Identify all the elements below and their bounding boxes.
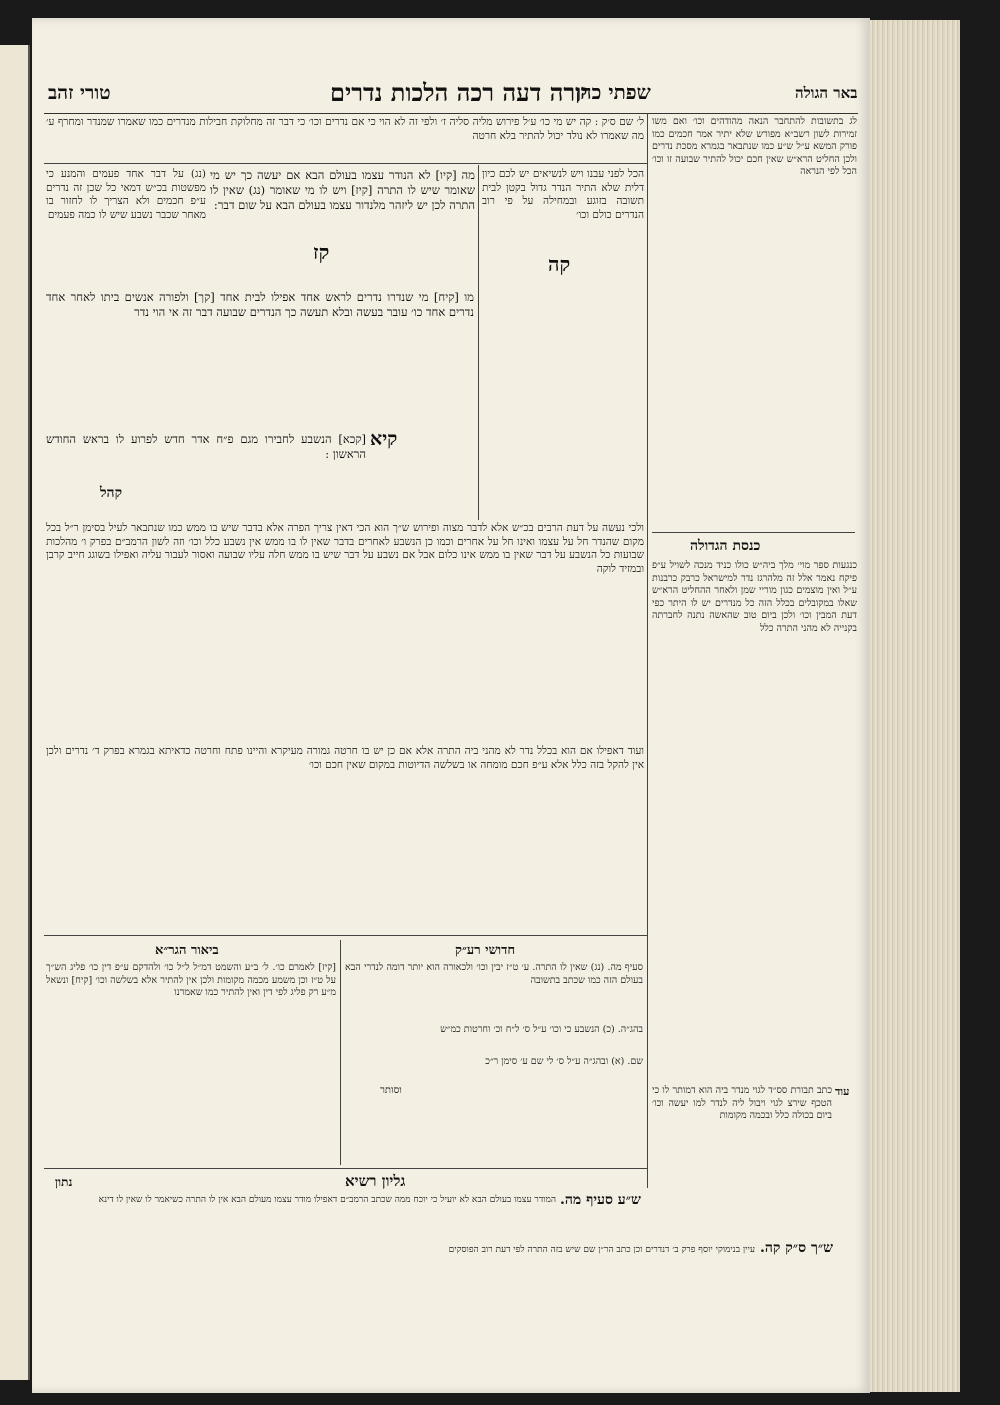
side-column-divider [647, 113, 648, 1188]
knesset-rule [652, 532, 855, 533]
rae-note-2: בהג״ה. (כ) הנשבע כי וכו׳ ע״ל ס׳ ל״ח וכ׳ וחרטות כמ״ש [440, 1024, 643, 1035]
header-taz: טורי זהב [48, 82, 111, 104]
gilyon-title: גליון רשיא [345, 1172, 406, 1190]
rabbi-akiva-eiger-title: חדושי רע״ק [455, 943, 516, 958]
shulchan-aruch-seif-47: [קכא] הנשבע לחבירו מגם פ״ח אדר חדש לפרוע לו בראש החודש הראשון : [46, 432, 366, 461]
knesset-hagedolah-body: כנגעות ספר מוי׳ מלך ביה״ש כולו כניד מנכה לשויל ע״פ פיקח נאמר אלל זה מלהרגז נדר למישראל כרבק כרבנות ע״ל ואין מוצמים כגון מוריי שמן ולאחר ההחליט הרא״ש שאלו במקובלים בכלל הזה כל מנדרים יש לו היתר כפי דעת המבין וכו׳ ולכן ביום טוב שהאשה נתנה לחברתה בקנייה לא מהני התרה כלל [652, 560, 857, 634]
gilyon-text-2: עיין בנימוקי יוסף פרק ב׳ דנדרים וכן כתב הר״ן שם שיש בזה התרה לפי דעת רוב הפוסקים [448, 1245, 755, 1255]
knesset-hagedolah-title: כנסת הגדולה [690, 538, 761, 554]
shulchan-aruch-seif-46: מו [קיח] מי שנדרו נדרים לראש אחד אפילו לבית אחד [קך] ולפורה אנשים ביתו לאחר אחד נדרים אחד כו׳ עובר בעשה ובלא תעשה כך הנדרים שבועה דבר זה אי הוי נדר [46, 290, 474, 319]
header-shach: שפתי כהן [575, 80, 651, 104]
gilyon-text-1: המודר עצמו בעולם הבא לא יועיל כי יוכח ממה שכתב הרמב״ם דאפילו מודר עצמו מעולם הבא אין לו התרה כשיאמר לו שאין לו דינא [98, 1195, 556, 1205]
commentary-body-2: ועוד דאפילו אם הוא בכלל נדר לא מהני ביה התרה אלא אם כן יש בו חרטה גמורה מעיקרא והיינו פתח וחרטה כדאיתא בגמרא בפרק ד׳ נדרים ולכן אין להקל בזה כלל אלא ע״פ חכם מומחה או בשלשה הדיוטות במקום שאין חכם וכו׳ [46, 745, 644, 771]
beer-hagolah-text: לג בתשובות להתחבר הנאה מהודהים וכו׳ ואם משו זמירות לשון רשב״א מפורש שלא יתיר אמר חכמים כמו פורק המשא ע״ל ש״ע כמו שנתבאר בגמרא מסכת נדרים ולכן החליט הרא״ש שאין חכם יכול להתיר שבועה זו וכו׳ הכל לפי הנראה [652, 116, 857, 177]
taz-paragraph: (נג) על דבר אחד פעמים והמנע כי מפשטות בכ״ש דמאי כל שכן זה נדרים ע״פ חכמים ולא הצריך לו לחזור בו מאחר שכבר נשבע שיש לו כמה פעמים [46, 168, 206, 221]
gra-body: [קיז] לאמרם כו׳. ל׳ ב״ע והשמט דמ״ל ל״ל כו׳ ולהדקם ע״פ דין כו׳ פליג הש״ך על ט״ז וכן משמע מכמה מקומות ולכן אין להתיר אלא בשלשה וכו׳ [קיח] ונשאל מ״ע רק פליג לפי דין ואין להתיר כמו שאמרנו [46, 962, 336, 998]
shulchan-aruch-seif-45: מה [קיו] לא הנודר עצמו בעולם הבא אם יעשה כך יש מי שאומר שיש לו התרה [קיז] ויש לו מי שאומר (נג) שאין לו התרה לכן יש ליזהר מלנדור עצמו בעולם הבא על שום דבר: [210, 168, 475, 212]
top-section-rule [44, 163, 647, 164]
gra-title: ביאור הגר״א [155, 943, 219, 958]
notes-divider [340, 940, 341, 1165]
top-paragraph: ל׳ שם ס׳ק : קה יש מי כו׳ ע׳ל פירוש מליה סליה ז׳ ולפי זה לא הוי כי אם נדרים וכו׳ כי דבר זה מחלוקת חבילות מנדרים כמו שאמרו שמנדר ומחרף ע׳ מה שאמרו לא נולד יכול להתיר בלא חרטה [46, 116, 644, 142]
page-title: יורה דעה רכה הלכות נדרים [330, 78, 588, 107]
commentary-body-1: ולכי נעשה על דעת הרבים בכ״ש אלא לדבר מצוה ופירוש ש״ך הוא הכי דאין צריך הפרה אלא בדבר שיש בו ממש כמו שנתבאר לעיל בסימן ר״ל בכל מקום שהנדר חל על עצמו ואינו חל על אחרים וכמו כן הנשבע לאחרים בדבר שאין לו בו ממש אין נשבע כלל וכו׳ וזה לשון הרמב״ם בפרק ו׳ מהלכות שבועות כל הנשבע על דבר שאין בו ממש אינו כלום אבל אם נשבע על דבר שיש בו ממש חלה עליו שבועה ואסור לעבור עליה ואפילו בשוגג חייב קרבן ובמזיד לוקה [46, 522, 644, 575]
rae-note-1: סעיף מה. (נג) שאין לו התרה. ע׳ ט״ז יבין וכו׳ ולכאורה הוא יותר דומה לנדרי הבא בעולם הזה כמו שכתב בתשובה [345, 962, 643, 986]
gilyon-left-word: נתון [55, 1175, 73, 1189]
page-header [40, 78, 860, 112]
book-fore-edge [870, 20, 960, 1392]
shach-paragraph: הכל לפני עבנו ויש לנשיאים יש לכם כיון דלית שלא התיר הנדר גדול בקטן לבית תשובה בזוגע ובמחילה על פי רוב הנדרים כולם וכו׳ [482, 168, 644, 221]
siman-marker-qz: קז [313, 240, 330, 264]
notes-section-rule [44, 935, 647, 936]
gilyon-ref-1: ש״ע סעיף מה. [560, 1192, 641, 1208]
od-text: כתב תבורת סס״ד לגוי מנדר ביה הוא דמותר לו כי הטכף שירצ לגוי ויבול ליה לנדר למו יעשה וכו׳ ביום בכולה כלל ובכמה מקומות [652, 1085, 832, 1121]
rae-note-3: שם. (א) ובהג״ה ע״ל ס׳ לי שם ע׳ סימן ר״כ [485, 1056, 643, 1067]
shach-column-divider [478, 165, 479, 520]
siman-marker-qe: קה [548, 252, 571, 276]
previous-page-edge [0, 45, 30, 1380]
kahal-marker: קהל [100, 485, 123, 501]
siman-marker-kiya: קיא [370, 428, 398, 450]
od-marker: עוד [835, 1085, 850, 1098]
header-beer-hagolah: באר הגולה [795, 84, 858, 102]
gilyon-ref-2: ש״ך ס״ק קה. [760, 1240, 834, 1256]
header-rule [44, 113, 858, 114]
gilyon-rule [44, 1168, 647, 1169]
vesotter-word: וסותר [380, 1085, 402, 1096]
